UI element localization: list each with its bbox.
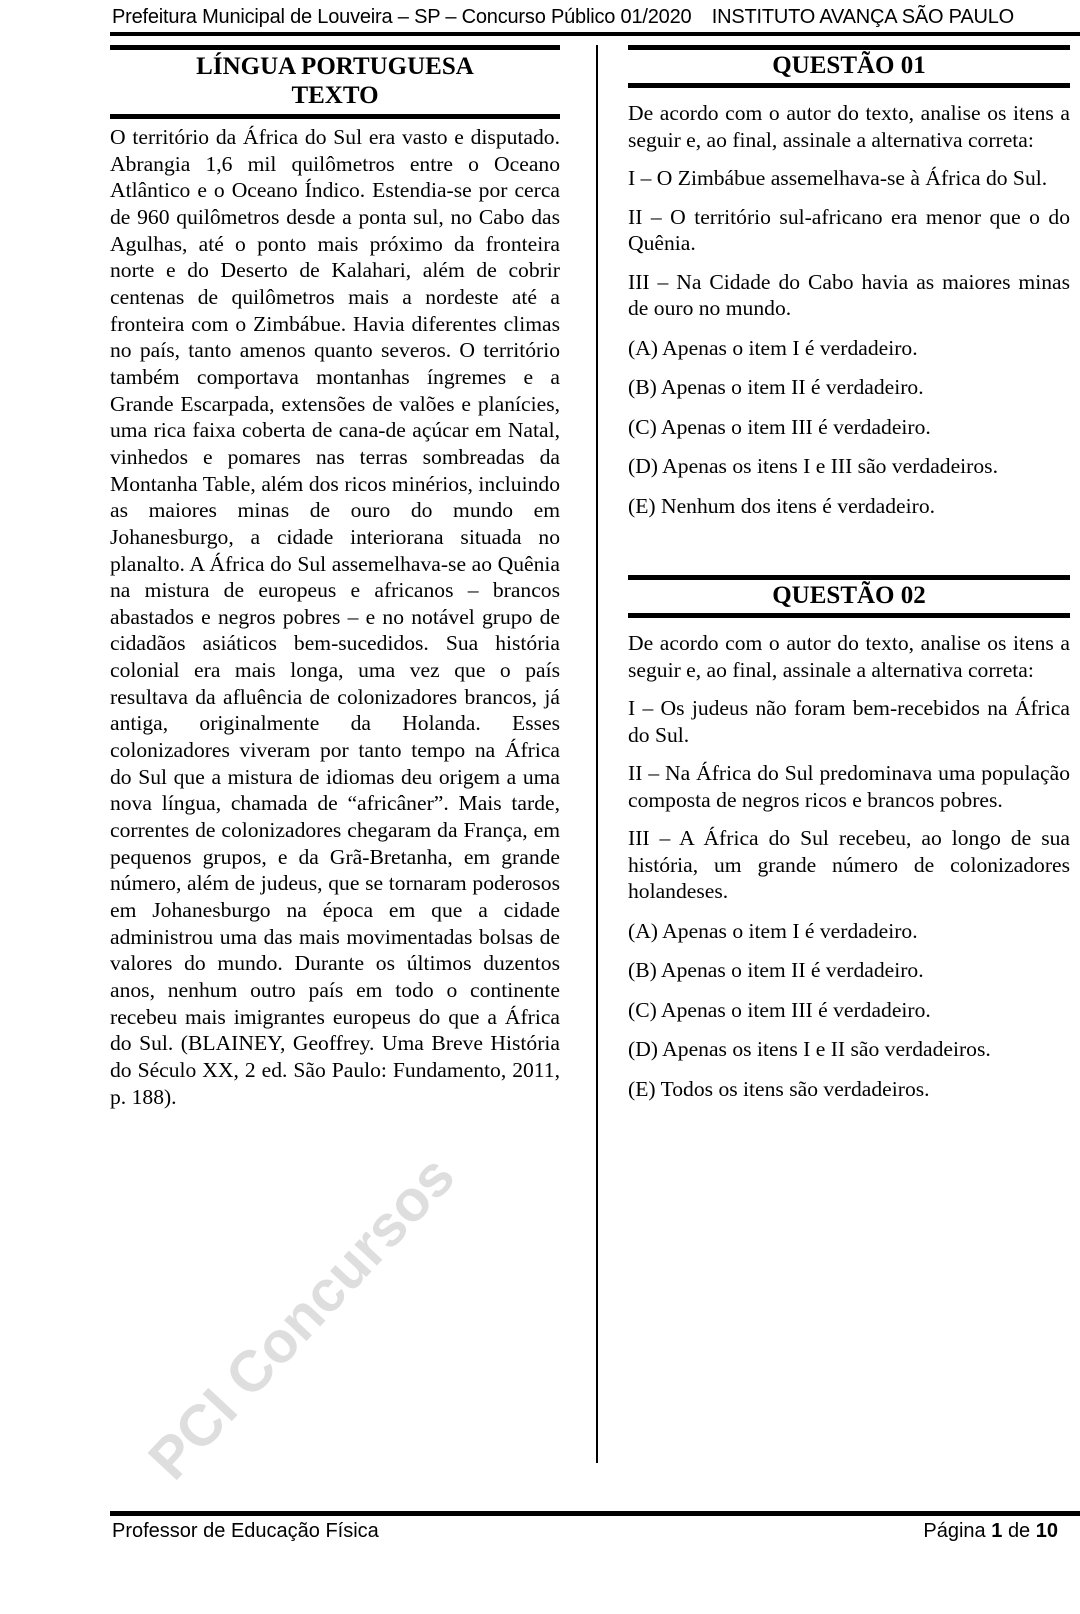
footer-rule (110, 1511, 1080, 1516)
question-01-title: QUESTÃO 01 (772, 52, 926, 79)
footer-page-indicator (923, 1520, 1058, 1543)
footer-job-title: Professor de Educação Física (112, 1520, 379, 1542)
question-01-option-d: (D) Apenas os itens I e III são verdadeiros. (628, 454, 998, 478)
question-02-title: QUESTÃO 02 (772, 582, 926, 609)
question-01-intro: De acordo com o autor do texto, analise os itens a seguir e, ao final, assinale a alternativa correta: (628, 101, 1070, 152)
question-01-option-e: (E) Nenhum dos itens é verdadeiro. (628, 493, 936, 518)
question-01-item-1: I – O Zimbábue assemelhava-se à África do Sul. (628, 166, 1048, 190)
questions-column (628, 45, 1070, 1102)
watermark: PCI Concursos (136, 1143, 468, 1492)
question-02-option-c: (C) Apenas o item III é verdadeiro. (628, 997, 931, 1022)
question-01-item-3: III – Na Cidade do Cabo havia as maiores minas de ouro no mundo. (628, 269, 1070, 320)
question-02-option-d: (D) Apenas os itens I e II são verdadeiros. (628, 1037, 991, 1061)
question-01-header (628, 45, 1070, 88)
question-02-item-2: II – Na África do Sul predominava uma população composta de negros ricos e brancos pobres. (628, 761, 1070, 812)
header-right-title: INSTITUTO AVANÇA SÃO PAULO (711, 6, 1014, 28)
question-02-option-e: (E) Todos os itens são verdadeiros. (628, 1076, 930, 1101)
question-02-item-1: I – Os judeus não foram bem-recebidos na África do Sul. (628, 696, 1070, 747)
footer-of-word: de (1007, 1520, 1031, 1542)
header-left-title: Prefeitura Municipal de Louveira – SP – Concurso Público 01/2020 (112, 6, 692, 28)
reading-column (110, 45, 560, 1110)
section-header (110, 45, 560, 119)
question-01 (628, 45, 1070, 519)
reading-text: O território da África do Sul era vasto e disputado. Abrangia 1,6 mil quilômetros entre o Oceano Atlântico e o Oceano Índico. Estendia-se por cerca de 960 quilômetros desde a ponta sul, no Cabo das Agulhas, até o ponto mais próximo da fronteira norte e do Deserto de Kalahari, além de cobrir centenas de quilômetros mais a nordeste até a fronteira com o Zimbábue. Havia diferentes climas no país, tanto amenos quanto severos. O território também comportava montanhas íngremes e a Grande Escarpada, extensões de valões e planícies, uma rica faixa coberta de cana-de açúcar em Natal, vinhedos e pomares nas terras sombreadas da Montanha Table, além dos ricos minérios, incluindo as maiores minas de ouro do mundo em Johanesburgo, a cidade interiorana situada no planalto. A África do Sul assemelhava-se ao Quênia na mistura de europeus e africanos – brancos abastados e negros pobres – e no notável grupo de cidadãos asiáticos bem-sucedidos. Sua história colonial era mais longa, uma vez que o país resultava da afluência de colonizadores brancos, já antiga, originalmente da Holanda. Esses colonizadores viveram por tanto tempo na África do Sul que a mistura de idiomas deu origem a uma nova língua, chamada de “africâner”. Mais tarde, correntes de colonizadores chegaram da França, em pequenos grupos, e da Grã-Bretanha, em grande número, além de judeus, que se tornaram poderosos em Johanesburgo na época em que a cidade administrou uma das mais movimentadas bolsas de valores do mundo. Durante os últimos duzentos anos, nenhum outro país em todo o continente recebeu mais imigrantes europeus do que a África do Sul. (BLAINEY, Geoffrey. Uma Breve História do Século XX, 2 ed. São Paulo: Fundamento, 2011, p. 188). (110, 125, 560, 1109)
question-02-option-a: (A) Apenas o item I é verdadeiro. (628, 918, 918, 943)
question-02-intro: De acordo com o autor do texto, analise os itens a seguir e, ao final, assinale a alternativa correta: (628, 631, 1070, 682)
question-01-option-c: (C) Apenas o item III é verdadeiro. (628, 414, 931, 439)
section-title: LÍNGUA PORTUGUESA (196, 53, 474, 80)
page-footer (112, 1520, 1058, 1543)
page-header (112, 6, 1014, 29)
section-subtitle: TEXTO (291, 82, 379, 109)
question-02-item-3: III – A África do Sul recebeu, ao longo de sua história, um grande número de colonizadores holandeses. (628, 826, 1070, 903)
question-02-option-b: (B) Apenas o item II é verdadeiro. (628, 958, 924, 982)
column-divider (596, 45, 598, 1463)
question-01-item-2: II – O território sul-africano era menor que o do Quênia. (628, 204, 1070, 255)
question-02 (628, 575, 1070, 1102)
question-01-option-a: (A) Apenas o item I é verdadeiro. (628, 335, 918, 360)
footer-page-total: 10 (1035, 1520, 1058, 1542)
footer-page-current: 1 (991, 1520, 1003, 1542)
header-rule (110, 32, 1080, 36)
footer-page-word: Página (923, 1520, 986, 1542)
question-01-option-b: (B) Apenas o item II é verdadeiro. (628, 375, 924, 399)
question-02-header (628, 575, 1070, 618)
